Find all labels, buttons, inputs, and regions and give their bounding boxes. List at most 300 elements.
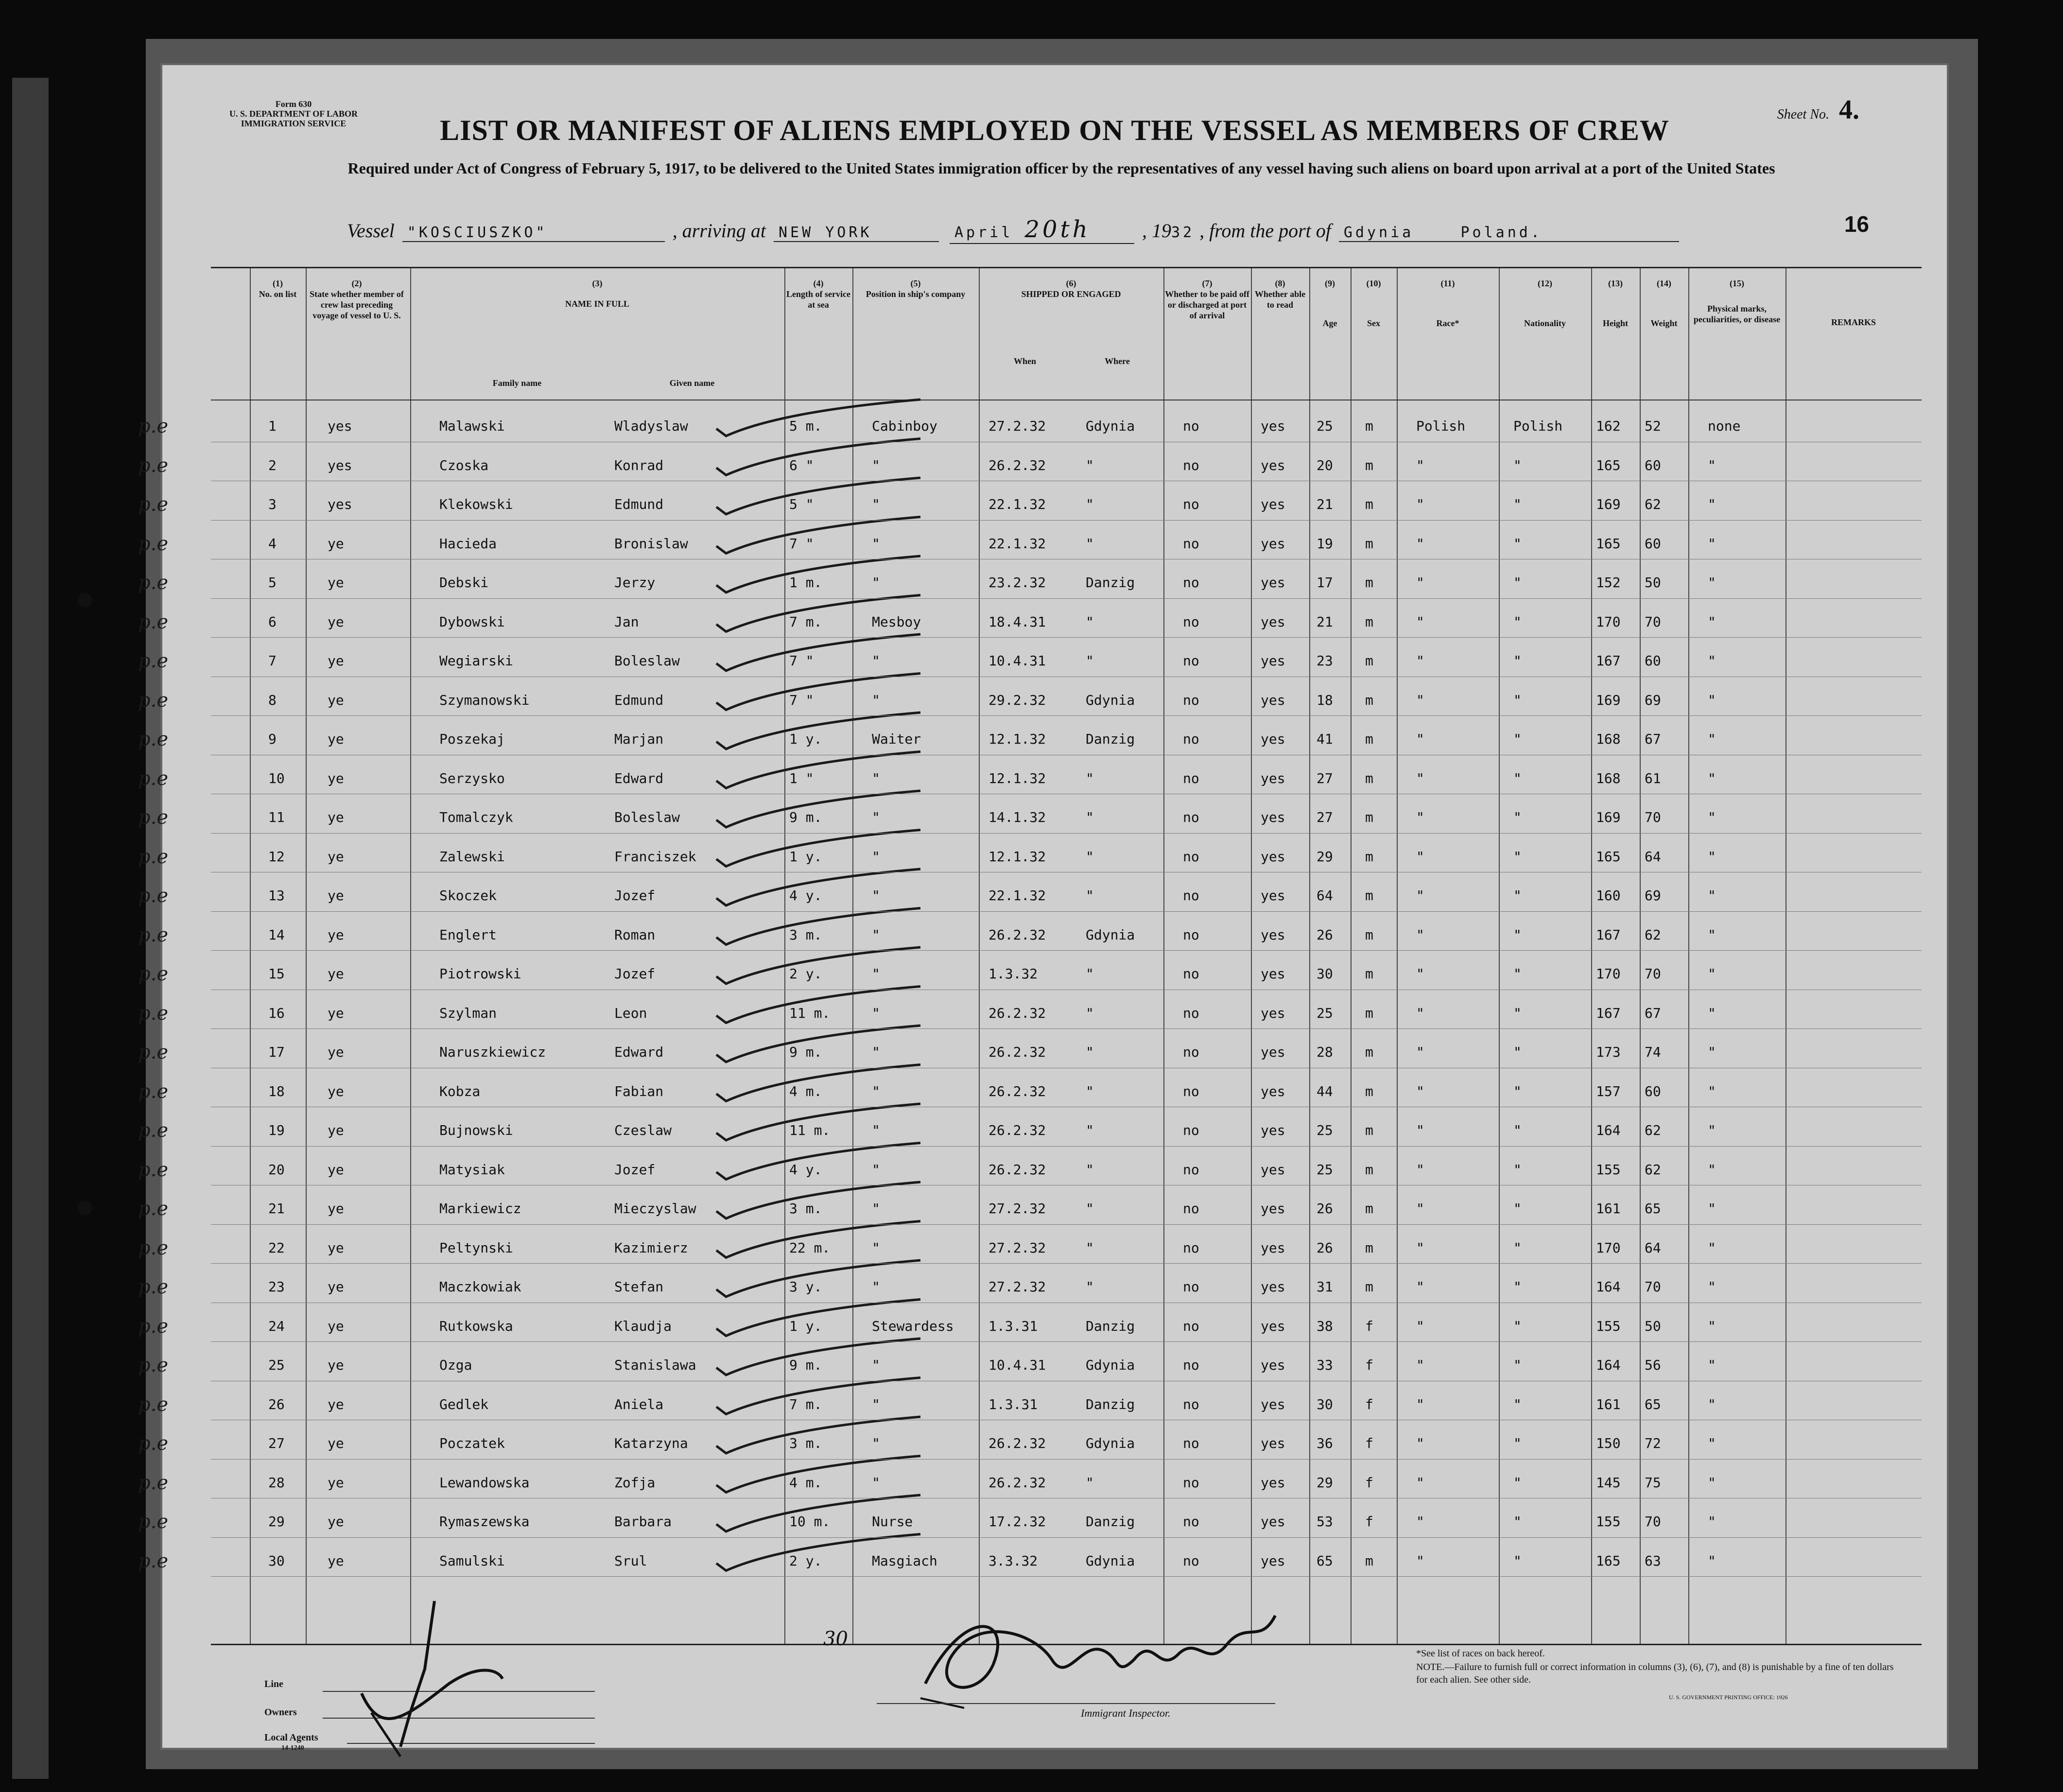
age-cell: 26: [1317, 1239, 1333, 1256]
family-name-cell: Bujnowski: [439, 1122, 513, 1138]
able-to-read-cell: yes: [1261, 809, 1285, 825]
given-name-cell: Edward: [614, 1044, 664, 1060]
age-cell: 31: [1317, 1279, 1333, 1295]
row-divider: [211, 520, 1922, 521]
sex-cell: m: [1365, 809, 1373, 825]
nationality-cell: ": [1513, 770, 1522, 786]
paid-off-cell: no: [1183, 1161, 1199, 1178]
nationality-cell: ": [1513, 653, 1522, 669]
shipped-when-cell: 3.3.32: [988, 1552, 1038, 1569]
ship-position-cell: ": [872, 1474, 880, 1491]
given-name-cell: Leon: [614, 1005, 647, 1021]
length-of-service-cell: 1 ": [789, 770, 814, 786]
weight-cell: 60: [1645, 535, 1661, 552]
able-to-read-cell: yes: [1261, 535, 1285, 552]
nationality-cell: ": [1513, 1396, 1522, 1412]
row-number-cell: 1: [268, 418, 277, 434]
age-cell: 27: [1317, 809, 1333, 825]
row-divider: [211, 1263, 1922, 1264]
row-number-cell: 26: [268, 1396, 285, 1412]
given-name-cell: Jozef: [614, 966, 656, 982]
shipped-when-cell: 10.4.31: [988, 1357, 1046, 1373]
length-of-service-cell: 4 m.: [789, 1474, 822, 1491]
sex-cell: m: [1365, 1122, 1373, 1138]
shipped-when-cell: 10.4.31: [988, 653, 1046, 669]
physical-marks-cell: ": [1708, 1044, 1716, 1060]
sex-cell: m: [1365, 496, 1373, 512]
col-8-label: Whether able to read: [1254, 289, 1306, 310]
physical-marks-cell: ": [1708, 1083, 1716, 1099]
age-cell: 29: [1317, 1474, 1333, 1491]
owners-label: Owners: [264, 1707, 297, 1718]
age-cell: 25: [1317, 418, 1333, 434]
weight-cell: 69: [1645, 887, 1661, 904]
pe-mark: p.e: [138, 572, 168, 594]
length-of-service-cell: 3 m.: [789, 926, 822, 943]
able-to-read-cell: yes: [1261, 1552, 1285, 1569]
ship-position-cell: ": [872, 966, 880, 982]
physical-marks-cell: ": [1708, 1122, 1716, 1138]
nationality-cell: ": [1513, 1357, 1522, 1373]
nationality-cell: ": [1513, 1474, 1522, 1491]
ship-position-cell: ": [872, 574, 880, 591]
length-of-service-cell: 7 m.: [789, 613, 822, 630]
length-of-service-cell: 4 m.: [789, 1083, 822, 1099]
row-divider: [211, 1341, 1922, 1342]
length-of-service-cell: 3 m.: [789, 1435, 822, 1451]
previous-voyage-cell: ye: [328, 613, 344, 630]
shipped-where-cell: ": [1086, 1279, 1094, 1295]
ship-position-cell: ": [872, 848, 880, 865]
previous-voyage-cell: ye: [328, 653, 344, 669]
weight-cell: 65: [1645, 1396, 1661, 1412]
weight-cell: 60: [1645, 457, 1661, 473]
line-label: Line: [264, 1679, 283, 1689]
remarks-header: REMARKS: [1831, 317, 1876, 327]
ship-position-cell: ": [872, 496, 880, 512]
given-name-cell: Czeslaw: [614, 1122, 672, 1138]
shipped-when-cell: 26.2.32: [988, 1083, 1046, 1099]
row-number-cell: 6: [268, 613, 277, 630]
nationality-cell: ": [1513, 1435, 1522, 1451]
length-of-service-cell: 2 y.: [789, 1552, 822, 1569]
paid-off-cell: no: [1183, 1083, 1199, 1099]
row-number-cell: 24: [268, 1318, 285, 1334]
col-7-header: [1163, 278, 1251, 321]
given-name-cell: Srul: [614, 1552, 647, 1569]
col-15-header: [1688, 278, 1786, 325]
weight-cell: 63: [1645, 1552, 1661, 1569]
shipped-when-cell: 26.2.32: [988, 1435, 1046, 1451]
col-1-label: No. on list: [259, 289, 297, 299]
previous-voyage-cell: ye: [328, 1083, 344, 1099]
shipped-when-cell: 12.1.32: [988, 731, 1046, 747]
age-cell: 26: [1317, 1200, 1333, 1217]
inspector-rule: [877, 1703, 1275, 1704]
family-name-cell: Hacieda: [439, 535, 497, 552]
age-cell: 25: [1317, 1122, 1333, 1138]
shipped-when-cell: 23.2.32: [988, 574, 1046, 591]
pe-mark: p.e: [138, 1080, 168, 1103]
given-name-cell: Marjan: [614, 731, 664, 747]
race-cell: ": [1416, 731, 1424, 747]
printer-note: U. S. GOVERNMENT PRINTING OFFICE: 1926: [1669, 1694, 1788, 1701]
row-number-cell: 23: [268, 1279, 285, 1295]
shipped-where-cell: ": [1086, 887, 1094, 904]
sex-cell: m: [1365, 1005, 1373, 1021]
physical-marks-cell: ": [1708, 457, 1716, 473]
col-4-label: Length of service at sea: [786, 289, 850, 310]
able-to-read-cell: yes: [1261, 1474, 1285, 1491]
shipped-where-header: Where: [1105, 356, 1130, 366]
ship-position-cell: Stewardess: [872, 1318, 954, 1334]
height-cell: 169: [1596, 692, 1621, 708]
given-name-cell: Edward: [614, 770, 664, 786]
weight-cell: 72: [1645, 1435, 1661, 1451]
nationality-cell: ": [1513, 574, 1522, 591]
ship-position-cell: ": [872, 1122, 880, 1138]
length-of-service-cell: 9 m.: [789, 1357, 822, 1373]
given-name-cell: Kazimierz: [614, 1239, 688, 1256]
sex-cell: m: [1365, 1279, 1373, 1295]
shipped-when-cell: 1.3.31: [988, 1318, 1038, 1334]
height-cell: 173: [1596, 1044, 1621, 1060]
row-number-cell: 28: [268, 1474, 285, 1491]
pe-mark: p.e: [138, 493, 168, 516]
film-edge-strip: [12, 78, 49, 1779]
col-11-header: [1397, 278, 1499, 329]
arrival-year: 32: [1171, 224, 1195, 241]
paid-off-cell: no: [1183, 653, 1199, 669]
previous-voyage-cell: ye: [328, 1200, 344, 1217]
physical-marks-cell: ": [1708, 1357, 1716, 1373]
row-number-cell: 14: [268, 926, 285, 943]
shipped-where-cell: ": [1086, 535, 1094, 552]
physical-marks-cell: ": [1708, 1279, 1716, 1295]
shipped-where-cell: ": [1086, 613, 1094, 630]
shipped-when-cell: 27.2.32: [988, 418, 1046, 434]
height-cell: 164: [1596, 1357, 1621, 1373]
nationality-cell: ": [1513, 1161, 1522, 1178]
service-name: IMMIGRATION SERVICE: [241, 119, 347, 128]
page-title: LIST OR MANIFEST OF ALIENS EMPLOYED ON THE VESSEL AS MEMBERS OF CREW: [440, 114, 1669, 146]
length-of-service-cell: 10 m.: [789, 1514, 831, 1530]
nationality-cell: ": [1513, 1122, 1522, 1138]
ship-position-cell: Mesboy: [872, 613, 921, 630]
nationality-cell: ": [1513, 1279, 1522, 1295]
shipped-when-cell: 29.2.32: [988, 692, 1046, 708]
previous-voyage-cell: ye: [328, 809, 344, 825]
pe-mark: p.e: [138, 885, 168, 907]
sex-cell: m: [1365, 1044, 1373, 1060]
shipped-when-cell: 12.1.32: [988, 848, 1046, 865]
row-divider: [211, 637, 1922, 638]
previous-voyage-cell: ye: [328, 1318, 344, 1334]
col-2-num: (2): [351, 278, 362, 288]
shipped-where-cell: Danzig: [1086, 574, 1135, 591]
able-to-read-cell: yes: [1261, 1279, 1285, 1295]
ship-position-cell: ": [872, 1005, 880, 1021]
col-15-num: (15): [1730, 278, 1744, 288]
shipped-where-cell: Danzig: [1086, 731, 1135, 747]
given-name-cell: Katarzyna: [614, 1435, 688, 1451]
vessel-name: "KOSCIUSZKO": [402, 224, 665, 242]
check-stroke: [716, 752, 920, 788]
height-cell: 167: [1596, 1005, 1621, 1021]
sex-cell: m: [1365, 574, 1373, 591]
height-cell: 169: [1596, 809, 1621, 825]
paid-off-cell: no: [1183, 457, 1199, 473]
weight-cell: 60: [1645, 1083, 1661, 1099]
col-11-label: Race*: [1436, 318, 1459, 328]
weight-cell: 62: [1645, 926, 1661, 943]
ship-position-cell: ": [872, 1239, 880, 1256]
paid-off-cell: no: [1183, 1279, 1199, 1295]
able-to-read-cell: yes: [1261, 653, 1285, 669]
height-cell: 165: [1596, 535, 1621, 552]
col-6-label: SHIPPED OR ENGAGED: [1021, 289, 1121, 299]
age-cell: 29: [1317, 848, 1333, 865]
sheet-label: Sheet No.: [1777, 107, 1829, 122]
race-cell: ": [1416, 1357, 1424, 1373]
nationality-cell: ": [1513, 1318, 1522, 1334]
col-14-header: [1640, 278, 1688, 329]
pe-mark: p.e: [138, 1354, 168, 1376]
age-cell: 33: [1317, 1357, 1333, 1373]
paid-off-cell: no: [1183, 1357, 1199, 1373]
sex-cell: m: [1365, 692, 1373, 708]
previous-voyage-cell: ye: [328, 770, 344, 786]
weight-cell: 62: [1645, 496, 1661, 512]
paid-off-cell: no: [1183, 1239, 1199, 1256]
sex-cell: m: [1365, 1200, 1373, 1217]
physical-marks-cell: ": [1708, 926, 1716, 943]
family-name-cell: Klekowski: [439, 496, 513, 512]
sex-cell: m: [1365, 1161, 1373, 1178]
col-5-label: Position in ship's company: [866, 289, 966, 299]
race-cell: ": [1416, 1396, 1424, 1412]
row-number-cell: 18: [268, 1083, 285, 1099]
col-13-label: Height: [1603, 318, 1628, 328]
race-cell: ": [1416, 496, 1424, 512]
age-cell: 26: [1317, 926, 1333, 943]
form-number: Form 630: [275, 99, 312, 109]
nationality-cell: ": [1513, 613, 1522, 630]
paid-off-cell: no: [1183, 887, 1199, 904]
sex-cell: m: [1365, 848, 1373, 865]
given-name-cell: Bronislaw: [614, 535, 688, 552]
able-to-read-cell: yes: [1261, 457, 1285, 473]
weight-cell: 62: [1645, 1122, 1661, 1138]
age-cell: 36: [1317, 1435, 1333, 1451]
vessel-label: Vessel: [347, 220, 395, 242]
inspector-signature: [906, 1586, 1295, 1713]
nationality-cell: ": [1513, 966, 1522, 982]
from-label: , from the port of: [1199, 220, 1331, 242]
race-cell: Polish: [1416, 418, 1466, 434]
age-cell: 44: [1317, 1083, 1333, 1099]
previous-voyage-cell: yes: [328, 457, 352, 473]
given-name-cell: Edmund: [614, 496, 664, 512]
able-to-read-cell: yes: [1261, 1161, 1285, 1178]
height-cell: 168: [1596, 731, 1621, 747]
pe-mark: p.e: [138, 1236, 168, 1259]
shipped-when-cell: 14.1.32: [988, 809, 1046, 825]
arrival-port: NEW YORK: [774, 224, 939, 242]
shipped-when-header: When: [1013, 356, 1036, 366]
age-cell: 38: [1317, 1318, 1333, 1334]
row-number-cell: 20: [268, 1161, 285, 1178]
nationality-cell: ": [1513, 848, 1522, 865]
row-number-cell: 13: [268, 887, 285, 904]
col-8-num: (8): [1275, 278, 1285, 288]
age-cell: 17: [1317, 574, 1333, 591]
department-name: U. S. DEPARTMENT OF LABOR: [229, 109, 358, 119]
sex-cell: f: [1365, 1435, 1373, 1451]
height-cell: 170: [1596, 613, 1621, 630]
height-cell: 167: [1596, 926, 1621, 943]
shipped-when-cell: 26.2.32: [988, 1044, 1046, 1060]
ship-position-cell: ": [872, 926, 880, 943]
col-1-header: [250, 278, 306, 299]
able-to-read-cell: yes: [1261, 613, 1285, 630]
sex-cell: m: [1365, 1083, 1373, 1099]
family-name-cell: Tomalczyk: [439, 809, 513, 825]
race-cell: ": [1416, 1005, 1424, 1021]
weight-cell: 50: [1645, 1318, 1661, 1334]
check-stroke: [716, 674, 920, 710]
nationality-cell: ": [1513, 1200, 1522, 1217]
row-number-cell: 8: [268, 692, 277, 708]
age-cell: 65: [1317, 1552, 1333, 1569]
race-cell: ": [1416, 1279, 1424, 1295]
previous-voyage-cell: ye: [328, 1514, 344, 1530]
punch-hole: [78, 593, 92, 608]
previous-voyage-cell: yes: [328, 496, 352, 512]
row-number-cell: 19: [268, 1122, 285, 1138]
length-of-service-cell: 3 y.: [789, 1279, 822, 1295]
length-of-service-cell: 4 y.: [789, 887, 822, 904]
able-to-read-cell: yes: [1261, 1396, 1285, 1412]
age-cell: 28: [1317, 1044, 1333, 1060]
weight-cell: 74: [1645, 1044, 1661, 1060]
col-10-label: Sex: [1367, 318, 1380, 328]
nationality-cell: ": [1513, 926, 1522, 943]
col-2-label: State whether member of crew last preceding voyage of vessel to U. S.: [310, 289, 404, 320]
given-name-cell: Jan: [614, 613, 639, 630]
given-name-cell: Roman: [614, 926, 656, 943]
height-cell: 162: [1596, 418, 1621, 434]
departure-city: Gdynia: [1343, 224, 1414, 241]
pe-mark: p.e: [138, 689, 168, 712]
nationality-cell: ": [1513, 1044, 1522, 1060]
row-number-cell: 7: [268, 653, 277, 669]
given-name-cell: Klaudja: [614, 1318, 672, 1334]
row-number-cell: 5: [268, 574, 277, 591]
age-cell: 41: [1317, 731, 1333, 747]
length-of-service-cell: 1 y.: [789, 731, 822, 747]
given-name-header: Given name: [669, 378, 715, 388]
sex-cell: m: [1365, 457, 1373, 473]
pe-mark: p.e: [138, 1002, 168, 1025]
col-8-header: [1251, 278, 1309, 310]
family-name-cell: Ozga: [439, 1357, 472, 1373]
paid-off-cell: no: [1183, 926, 1199, 943]
row-divider: [211, 598, 1922, 599]
races-note: *See list of races on back hereof.: [1416, 1648, 1545, 1659]
row-number-cell: 22: [268, 1239, 285, 1256]
col-5-header: [852, 278, 979, 299]
col-13-num: (13): [1608, 278, 1623, 288]
pe-mark: p.e: [138, 1315, 168, 1338]
nationality-cell: ": [1513, 692, 1522, 708]
sex-cell: f: [1365, 1318, 1373, 1334]
able-to-read-cell: yes: [1261, 1200, 1285, 1217]
weight-cell: 70: [1645, 1279, 1661, 1295]
col-9-label: Age: [1322, 318, 1337, 328]
length-of-service-cell: 9 m.: [789, 1044, 822, 1060]
height-cell: 157: [1596, 1083, 1621, 1099]
pe-mark: p.e: [138, 1432, 168, 1455]
col-14-label: Weight: [1650, 318, 1678, 328]
local-agents-ref: 14-1240: [281, 1744, 304, 1752]
length-of-service-cell: 5 ": [789, 496, 814, 512]
length-of-service-cell: 11 m.: [789, 1122, 831, 1138]
shipped-where-cell: Gdynia: [1086, 1435, 1135, 1451]
weight-cell: 62: [1645, 1161, 1661, 1178]
height-cell: 168: [1596, 770, 1621, 786]
able-to-read-cell: yes: [1261, 966, 1285, 982]
paid-off-cell: no: [1183, 809, 1199, 825]
race-cell: ": [1416, 1083, 1424, 1099]
ship-position-cell: ": [872, 770, 880, 786]
height-cell: 155: [1596, 1514, 1621, 1530]
local-agents-label: Local Agents: [264, 1732, 318, 1743]
length-of-service-cell: 1 y.: [789, 848, 822, 865]
row-number-cell: 29: [268, 1514, 285, 1530]
given-name-cell: Boleslaw: [614, 653, 680, 669]
shipped-when-cell: 1.3.31: [988, 1396, 1038, 1412]
weight-cell: 67: [1645, 1005, 1661, 1021]
shipped-when-cell: 26.2.32: [988, 1474, 1046, 1491]
col-3-header: [410, 278, 784, 309]
shipped-where-cell: ": [1086, 1200, 1094, 1217]
shipped-when-cell: 26.2.32: [988, 1122, 1046, 1138]
race-cell: ": [1416, 1239, 1424, 1256]
check-stroke: [716, 439, 920, 475]
previous-voyage-cell: ye: [328, 1396, 344, 1412]
paid-off-cell: no: [1183, 966, 1199, 982]
family-name-cell: Samulski: [439, 1552, 505, 1569]
able-to-read-cell: yes: [1261, 731, 1285, 747]
race-cell: ": [1416, 1161, 1424, 1178]
race-cell: ": [1416, 926, 1424, 943]
ship-position-cell: ": [872, 1279, 880, 1295]
family-name-cell: Rymaszewska: [439, 1514, 530, 1530]
sex-cell: f: [1365, 1474, 1373, 1491]
shipped-where-cell: ": [1086, 848, 1094, 865]
physical-marks-cell: ": [1708, 1239, 1716, 1256]
length-of-service-cell: 2 y.: [789, 966, 822, 982]
row-number-cell: 11: [268, 809, 285, 825]
page-subtitle: Required under Act of Congress of February 5, 1917, to be delivered to the United States immigration officer by the representatives of any vessel having such aliens on board upon arrival at a port of the United States: [347, 159, 1775, 177]
sex-cell: m: [1365, 1239, 1373, 1256]
shipped-where-cell: Gdynia: [1086, 926, 1135, 943]
shipped-when-cell: 18.4.31: [988, 613, 1046, 630]
previous-voyage-cell: ye: [328, 1044, 344, 1060]
shipped-where-cell: Gdynia: [1086, 418, 1135, 434]
arrival-date: [950, 216, 1134, 244]
